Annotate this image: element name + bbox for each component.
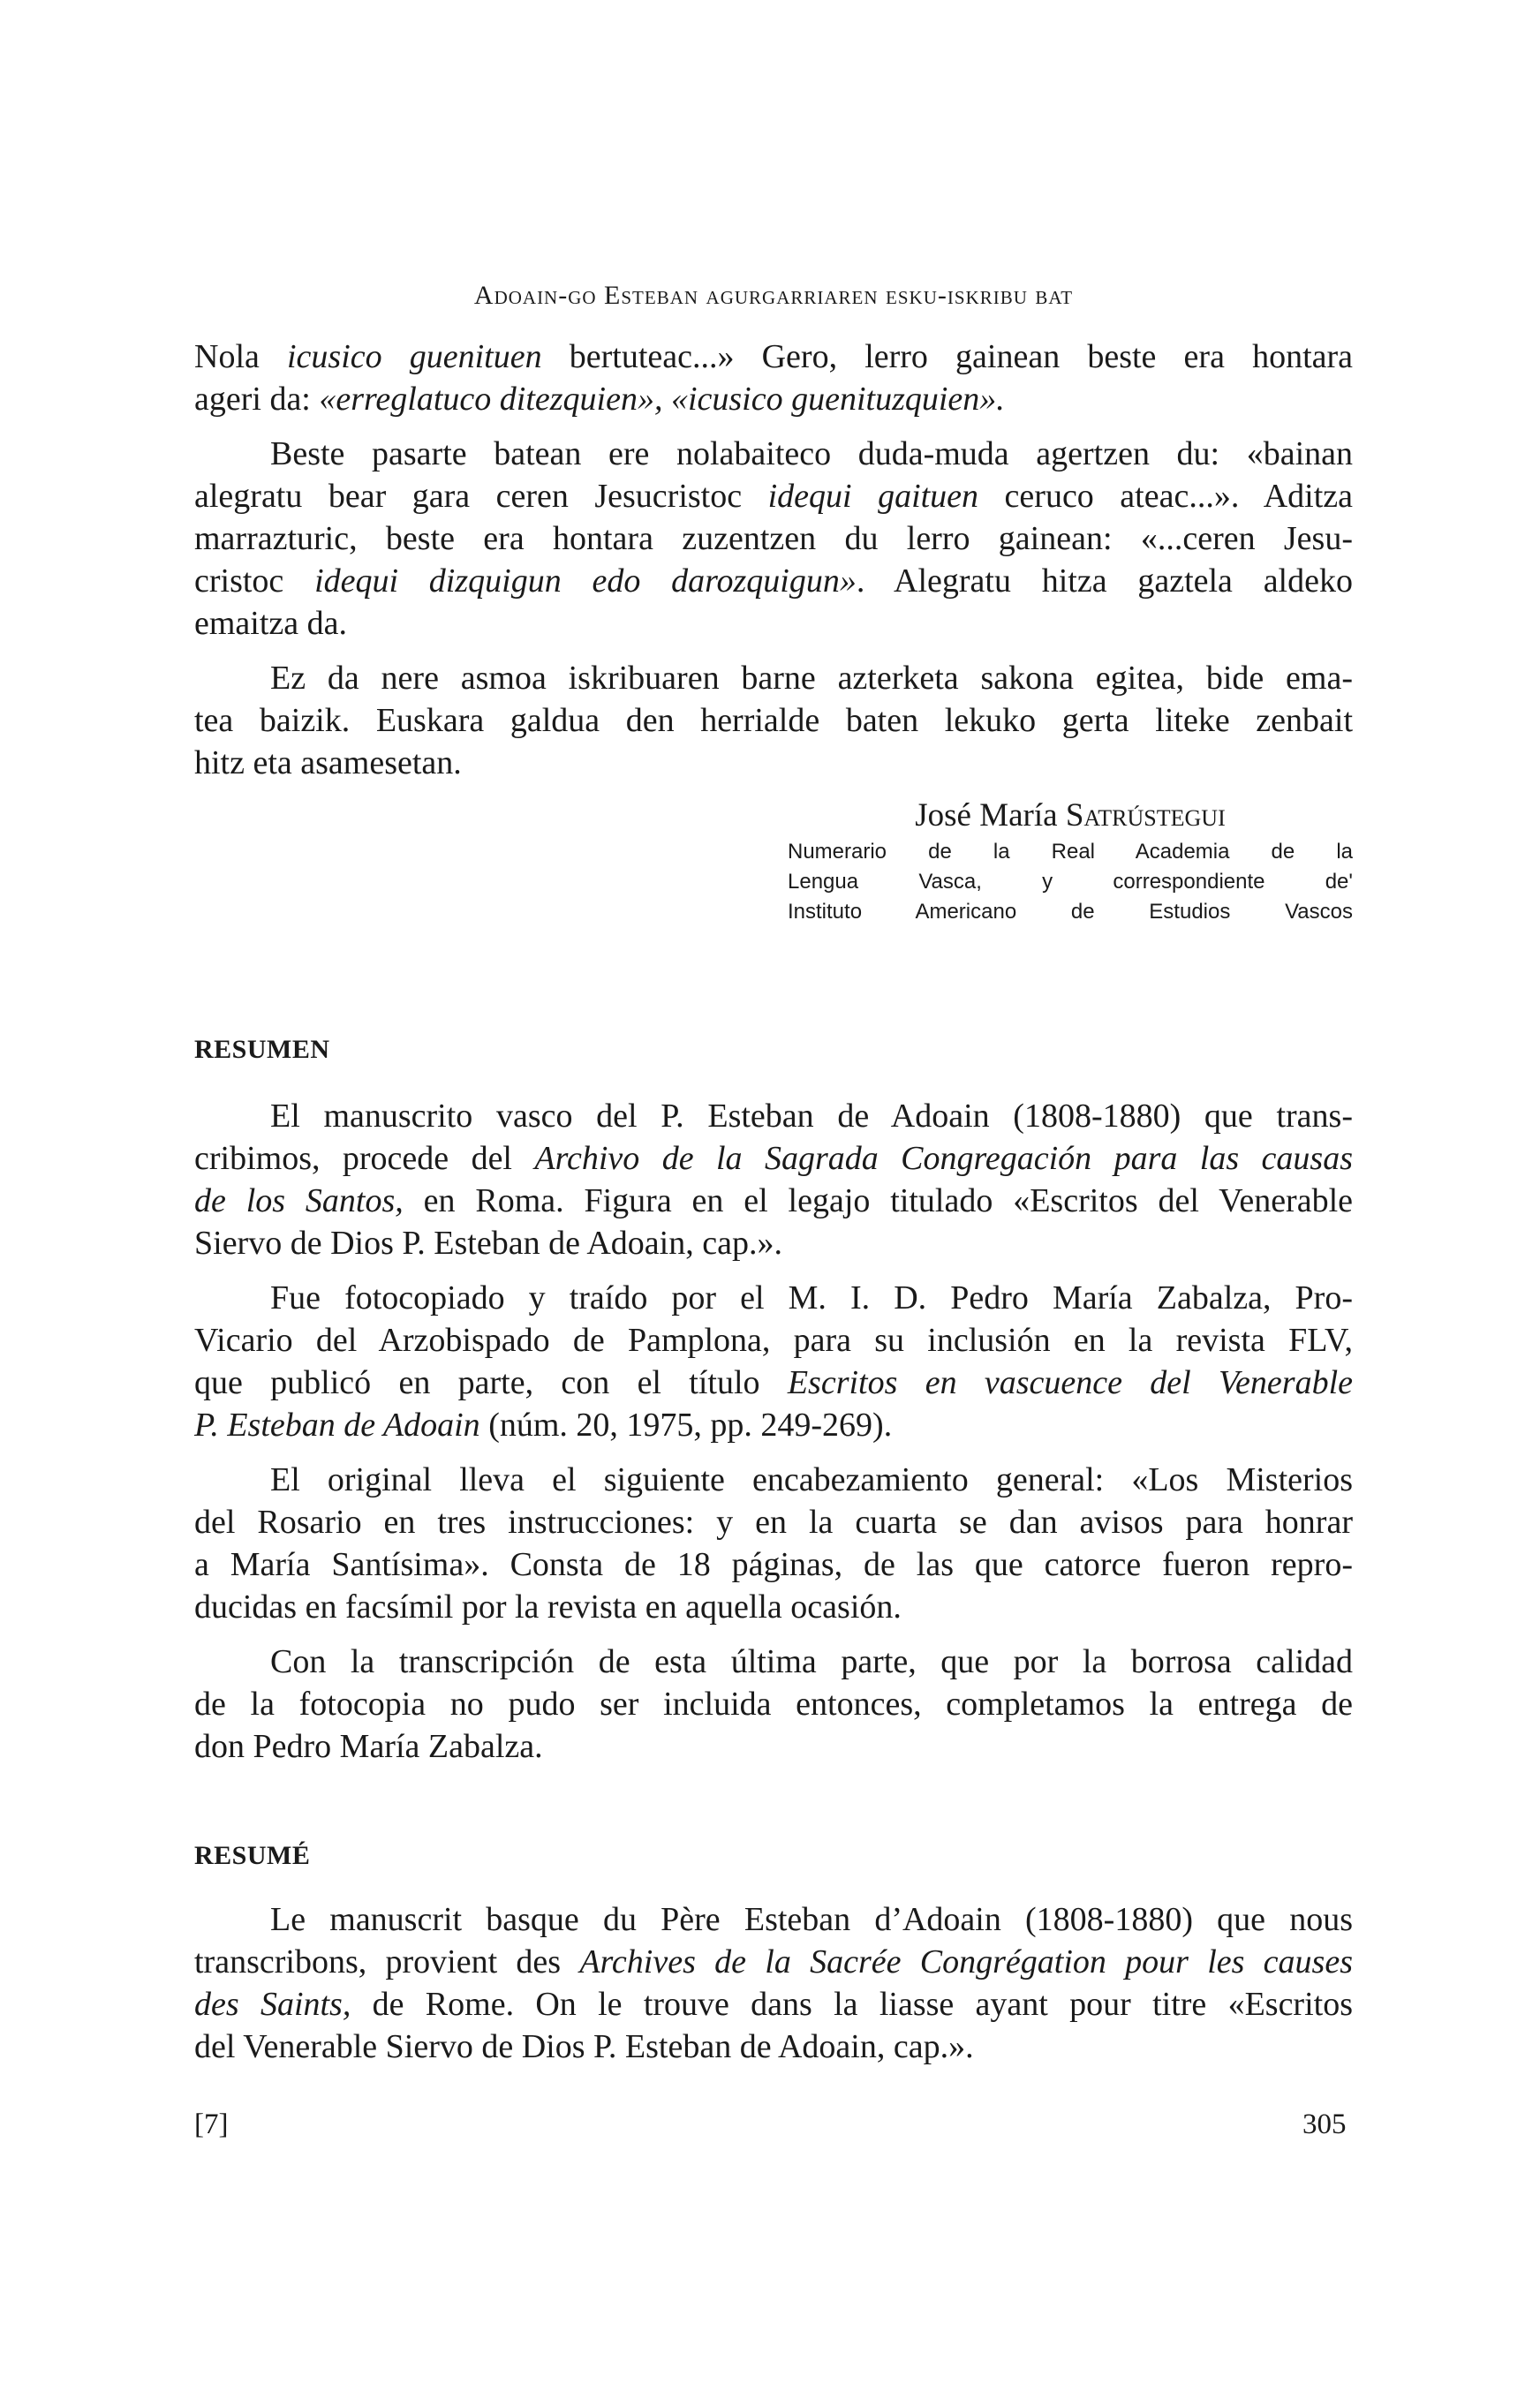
italic-text: «erreglatuco ditezquien», «icusico guenituzquien». [319,381,1005,418]
text-line [194,1725,1353,1768]
paragraph [194,1641,1353,1768]
text-line [194,1180,1353,1222]
text-run: El manuscrito vasco del P. Esteban de Adoain (1808-1880) que trans- [270,1098,1353,1135]
text-run: de Rome. On le trouve dans la liasse ayant pour titre «Escritos [351,1986,1353,2023]
text-run: Ez da nere asmoa iskribuaren barne azterketa sakona egitea, bide ema- [270,660,1353,697]
text-line [194,602,1353,645]
author-affiliation-line: Instituto Americano de Estudios Vascos [788,900,1353,924]
text-run: Nola [194,338,287,375]
text-run: Con la transcripción de esta última parte, que por la borrosa calidad [270,1643,1353,1680]
text-run: del Rosario en tres instrucciones: y en la cuarta se dan avisos para honrar [194,1504,1353,1541]
italic-text: Escritos en vascuence del Venerable [787,1364,1353,1401]
resumen-text-block [194,1095,1353,1768]
text-run: El original lleva el siguiente encabezamiento general: «Los Misterios [270,1461,1353,1498]
author-affiliation-line: Numerario de la Real Academia de la [788,840,1353,864]
text-line [194,1459,1353,1501]
author-first-name: José María [915,797,1066,834]
text-run: ageri da: [194,381,320,418]
text-line [194,1137,1353,1180]
text-line [194,433,1353,475]
text-line [194,1543,1353,1586]
text-run: cribimos, procede del [194,1140,535,1177]
text-line [194,699,1353,742]
italic-text: des Saints, [194,1986,351,2023]
text-run: de la fotocopia no pudo ser incluida entonces, completamos la entrega de [194,1686,1353,1723]
italic-text: P. Esteban de Adoain [194,1407,480,1444]
text-line [194,657,1353,699]
page-number: 305 [1302,2109,1347,2140]
text-run: bertuteac...» Gero, lerro gainean beste era hontara [541,338,1354,375]
italic-text: icusico guenituen [287,338,542,375]
text-run: Vicario del Arzobispado de Pamplona, para su inclusión en la revista FLV, [194,1322,1353,1359]
italic-text: Archivo de la Sagrada Congregación para las causas [534,1140,1353,1177]
text-run: ceruco ateac...». Aditza [978,478,1354,515]
text-line [194,1683,1353,1725]
text-line [194,2026,1353,2068]
text-line [194,1941,1353,1983]
italic-text: Archives de la Sacrée Congrégation pour les causes [579,1943,1353,1980]
paragraph [194,657,1353,784]
text-run: ducidas en facsímil por la revista en aquella ocasión. [194,1588,902,1626]
text-line [194,378,1353,420]
text-run: cristoc [194,562,315,600]
text-line [194,1319,1353,1362]
text-run: a María Santísima». Consta de 18 páginas, de las que catorce fueron repro- [194,1546,1353,1583]
text-run: emaitza da. [194,605,348,642]
resume-text-block [194,1898,1353,2068]
text-run: Fue fotocopiado y traído por el M. I. D. Pedro María Zabalza, Pro- [270,1279,1353,1316]
text-run: transcribons, provient des [194,1943,580,1980]
text-run: del Venerable Siervo de Dios P. Esteban de Adoain, cap.». [194,2028,974,2065]
italic-text: idequi gaituen [767,478,979,515]
author-name [788,795,1353,837]
italic-text: idequi dizquigun edo darozquigun» [314,562,857,600]
paragraph [194,1277,1353,1446]
text-line [194,1501,1353,1543]
text-run: Siervo de Dios P. Esteban de Adoain, cap.». [194,1225,782,1262]
basque-text-block [194,336,1353,784]
text-run: hitz eta asamesetan. [194,744,462,781]
text-run: tea baizik. Euskara galdua den herrialde baten lekuko gerta liteke zenbait [194,702,1353,739]
text-line [194,742,1353,784]
text-run: . Alegratu hitza gaztela aldeko [856,562,1353,600]
text-line [194,336,1353,378]
paragraph [194,1898,1353,2068]
text-line [194,1983,1353,2026]
text-line [194,1362,1353,1404]
text-line [194,1222,1353,1264]
resume-heading: RESUMÉ [194,1841,311,1870]
text-run: marrazturic, beste era hontara zuzentzen du lerro gainean: «...ceren Jesu- [194,520,1353,557]
text-line [194,1404,1353,1446]
running-header: Adoain-go Esteban agurgarriaren esku-iskribu bat [473,281,1074,310]
text-line [194,1641,1353,1683]
author-affiliation-line: Lengua Vasca, y correspondiente de' [788,870,1353,894]
text-run: en Roma. Figura en el legajo titulado «Escritos del Venerable [403,1182,1353,1219]
text-line [194,1095,1353,1137]
paragraph [194,336,1353,420]
text-run: don Pedro María Zabalza. [194,1728,543,1765]
text-run: Le manuscrit basque du Père Esteban d’Adoain (1808-1880) que nous [270,1901,1353,1938]
paragraph [194,1459,1353,1628]
paragraph [194,1095,1353,1264]
text-run: Beste pasarte batean ere nolabaiteco duda-muda agertzen du: «bainan [270,435,1353,472]
text-line [194,517,1353,560]
text-line [194,475,1353,517]
text-run: (núm. 20, 1975, pp. 249-269). [479,1407,893,1444]
italic-text: de los Santos, [194,1182,404,1219]
text-line [194,1277,1353,1319]
page-ref: [7] [194,2109,229,2140]
text-line [194,1586,1353,1628]
resumen-heading: RESUMEN [194,1035,330,1064]
author-last-name: Satrústegui [1065,797,1226,834]
author-signature [788,795,1353,927]
text-line [194,560,1353,602]
paragraph [194,433,1353,645]
text-run: que publicó en parte, con el título [194,1364,788,1401]
text-line [194,1898,1353,1941]
text-run: alegratu bear gara ceren Jesucristoc [194,478,768,515]
